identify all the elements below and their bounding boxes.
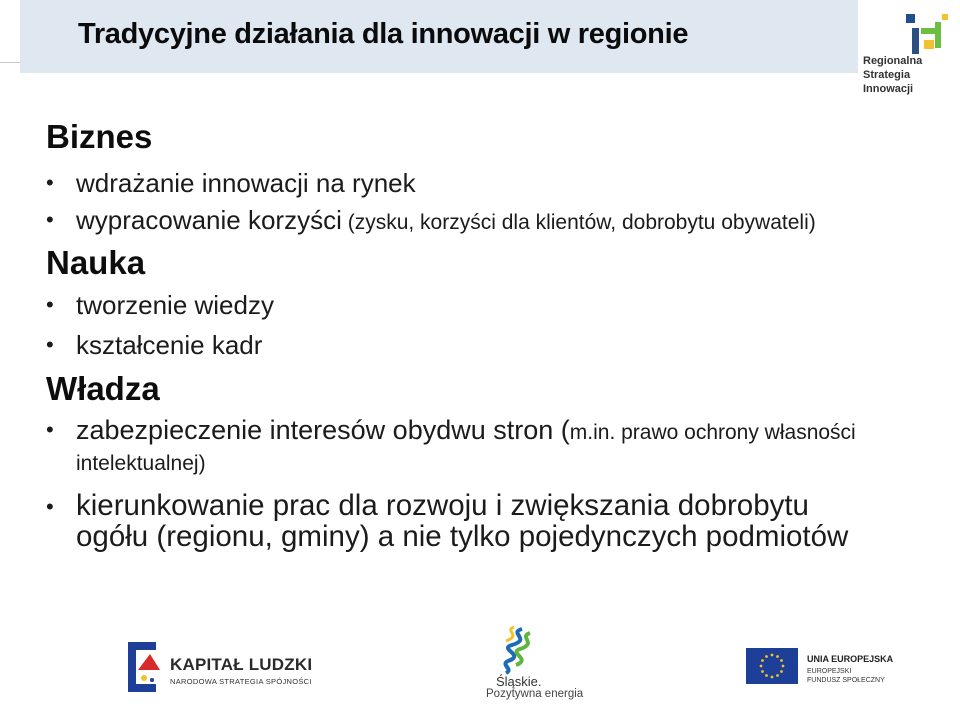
eu-line-1: UNIA EUROPEJSKA	[807, 654, 894, 664]
slaskie-name: Śląskie.	[496, 674, 542, 689]
item-text: wdrażanie innowacji na rynek	[76, 168, 416, 198]
item-note: m.in. prawo ochrony własności intelektualnej)	[76, 421, 856, 475]
item-text-line-1: kierunkowanie prac dla rozwoju i zwiększania dobrobytu	[76, 489, 809, 522]
bullet: •	[46, 332, 54, 357]
slide-content	[46, 118, 956, 552]
kapital-ludzki-text	[170, 655, 312, 686]
section-heading-biznes: Biznes	[46, 118, 153, 155]
item-note: (zysku, korzyści dla klientów, dobrobytu obywateli)	[341, 211, 816, 234]
kapital-ludzki-name: KAPITAŁ LUDZKI	[170, 655, 313, 674]
item-text: zabezpieczenie interesów obydwu stron (	[76, 415, 570, 445]
section-heading-nauka: Nauka	[46, 244, 146, 281]
list-item	[46, 490, 956, 552]
list-item	[46, 416, 956, 478]
bullet: •	[46, 494, 54, 519]
bullet: •	[46, 170, 54, 195]
list-item	[46, 330, 956, 360]
eu-flag-icon	[746, 648, 798, 684]
bullet: •	[46, 417, 54, 442]
list-item	[46, 205, 956, 238]
kapital-ludzki-logo-icon	[126, 640, 166, 694]
slaskie-tagline: Pozytywna energia	[486, 688, 584, 700]
section-heading-wladza: Władza	[46, 370, 160, 407]
rsi-line-1: Regionalna	[863, 55, 923, 67]
bullet: •	[46, 207, 54, 232]
list-item	[46, 168, 956, 198]
slaskie-logo-icon	[488, 625, 548, 675]
bullet: •	[46, 292, 54, 317]
list-item	[46, 290, 956, 320]
rsi-line-2: Strategia	[863, 69, 911, 81]
rsi-line-3: Innowacji	[863, 83, 914, 95]
rsi-logo-text	[863, 54, 922, 96]
eu-line-2: EUROPEJSKI	[807, 668, 852, 675]
kapital-ludzki-subtitle: NARODOWA STRATEGIA SPÓJNOŚCI	[170, 677, 312, 686]
eu-line-3: FUNDUSZ SPOŁECZNY	[807, 677, 885, 684]
item-text-line-2: ogółu (regionu, gminy) a nie tylko pojedynczych podmiotów	[76, 520, 849, 553]
slide-title: Tradycyjne działania dla innowacji w regionie	[78, 18, 689, 50]
eu-text	[807, 654, 893, 685]
item-text: tworzenie wiedzy	[76, 290, 274, 320]
item-text: wypracowanie korzyści	[76, 205, 342, 235]
item-text: kształcenie kadr	[76, 330, 263, 360]
